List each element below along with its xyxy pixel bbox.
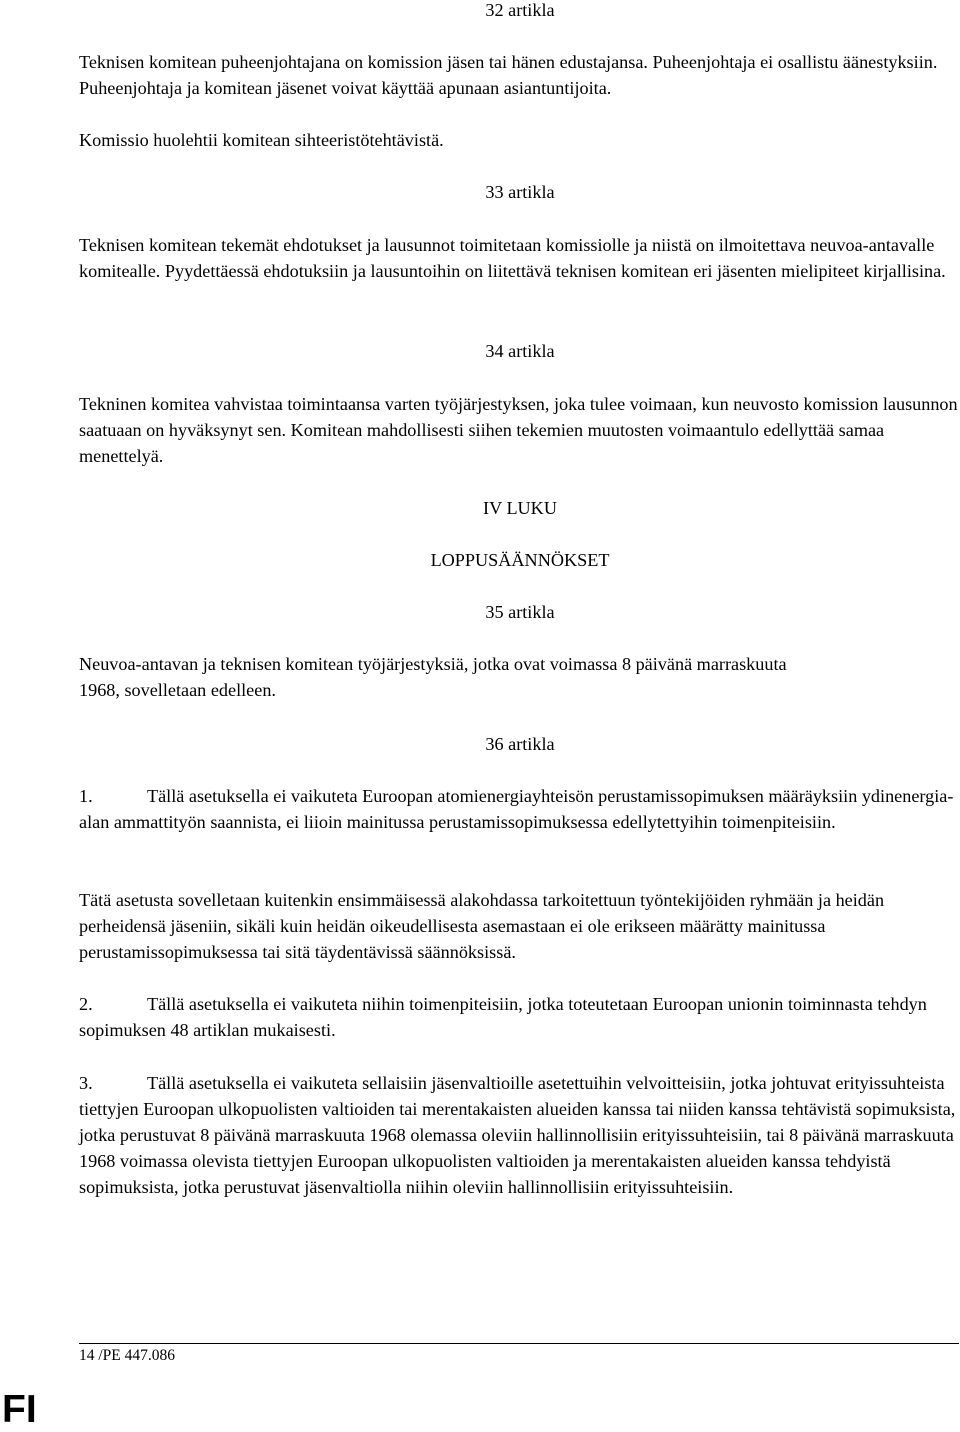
article-34-heading: 34 artikla [485,341,555,361]
article-36-item-1-subparagraph [79,887,959,965]
language-code: FI [2,1388,37,1431]
item-text: Tällä asetuksella ei vaikuteta sellaisiin jäsenvaltioille asetettuihin velvoitteisiin, jotka johtuvat erityissuhteista tiettyjen Euroopan ulkopuolisten valtioiden tai merentakaisten alueiden kanssa tai niiden kanssa tehtävistä sopimuksista, jotka perustuvat 8 päivänä marraskuuta 1968 olemassa oleviin hallinnollisiin erityissuhteisiin, tai 8 päivänä marraskuuta 1968 voimassa olevista tiettyjen Euroopan ulkopuolisten valtioiden ja merentakaisten alueiden kanssa tehdyistä sopimuksista, jotka perustuvat jäsenvaltiolla niihin oleviin hallinnollisiin erityissuhteisiin. [79,1073,956,1197]
item-number: 1. [79,786,93,806]
footer-reference: 14 /PE 447.086 [79,1347,176,1364]
article-32-paragraph-1: Teknisen komitean puheenjohtajana on komission jäsen tai hänen edustajansa. Puheenjohtaja ei osallistu äänestyksiin. Puheenjohtaja ja komitean jäsenet voivat käyttää apunaan asiantuntijoita. [79,52,938,98]
chapter-title: LOPPUSÄÄNNÖKSET [430,550,610,570]
item-number: 3. [79,1073,93,1093]
item-text: Tällä asetuksella ei vaikuteta niihin toimenpiteisiin, jotka toteutetaan Euroopan unionin toiminnasta tehdyn sopimuksen 48 artiklan mukaisesti. [79,994,927,1040]
article-36-item-2 [79,991,959,1043]
item-number: 2. [79,994,93,1014]
article-36-item-1 [79,783,959,835]
item-text: Tällä asetuksella ei vaikuteta Euroopan atomienergiayhteisön perustamissopimuksen määräyksiin ydinenergia-alan ammattityön saannista, ei liioin mainitussa perustamissopimuksessa edellytettyihin toimenpiteisiin. [79,786,954,832]
article-35-paragraph-1: Neuvoa-antavan ja teknisen komitean työjärjestyksiä, jotka ovat voimassa 8 päivänä marraskuuta 1968, sovelletaan edelleen. [79,654,787,700]
footer-divider [79,1343,959,1344]
chapter-number: IV LUKU [483,498,557,518]
article-35-heading: 35 artikla [485,602,555,622]
article-33-heading: 33 artikla [485,182,555,202]
article-34-paragraph-1: Tekninen komitea vahvistaa toimintaansa varten työjärjestyksen, joka tulee voimaan, kun neuvosto komission lausunnon saatuaan on hyväksynyt sen. Komitean mahdollisesti siihen tekemien muutosten voimaantulo edellyttää samaa menettelyä. [79,394,958,466]
article-32-heading: 32 artikla [485,0,555,20]
article-33-paragraph-1: Teknisen komitean tekemät ehdotukset ja lausunnot toimitetaan komissiolle ja niistä on ilmoitettava neuvoa-antavalle komitealle. Pyydettäessä ehdotuksiin ja lausuntoihin on liitettävä teknisen komitean eri jäsenten mielipiteet kirjallisina. [79,235,946,281]
article-36-heading: 36 artikla [485,734,555,754]
item-text: Tätä asetusta sovelletaan kuitenkin ensimmäisessä alakohdassa tarkoitettuun työntekijöiden ryhmään ja heidän perheidensä jäseniin, sikäli kuin heidän oikeudellisesta asemastaan ei ole erikseen määrätty mainitussa perustamissopimuksessa tai sitä täydentävissä säännöksissä. [79,890,885,962]
article-32-paragraph-2: Komissio huolehtii komitean sihteeristötehtävistä. [79,130,444,150]
article-36-item-3 [79,1070,959,1200]
